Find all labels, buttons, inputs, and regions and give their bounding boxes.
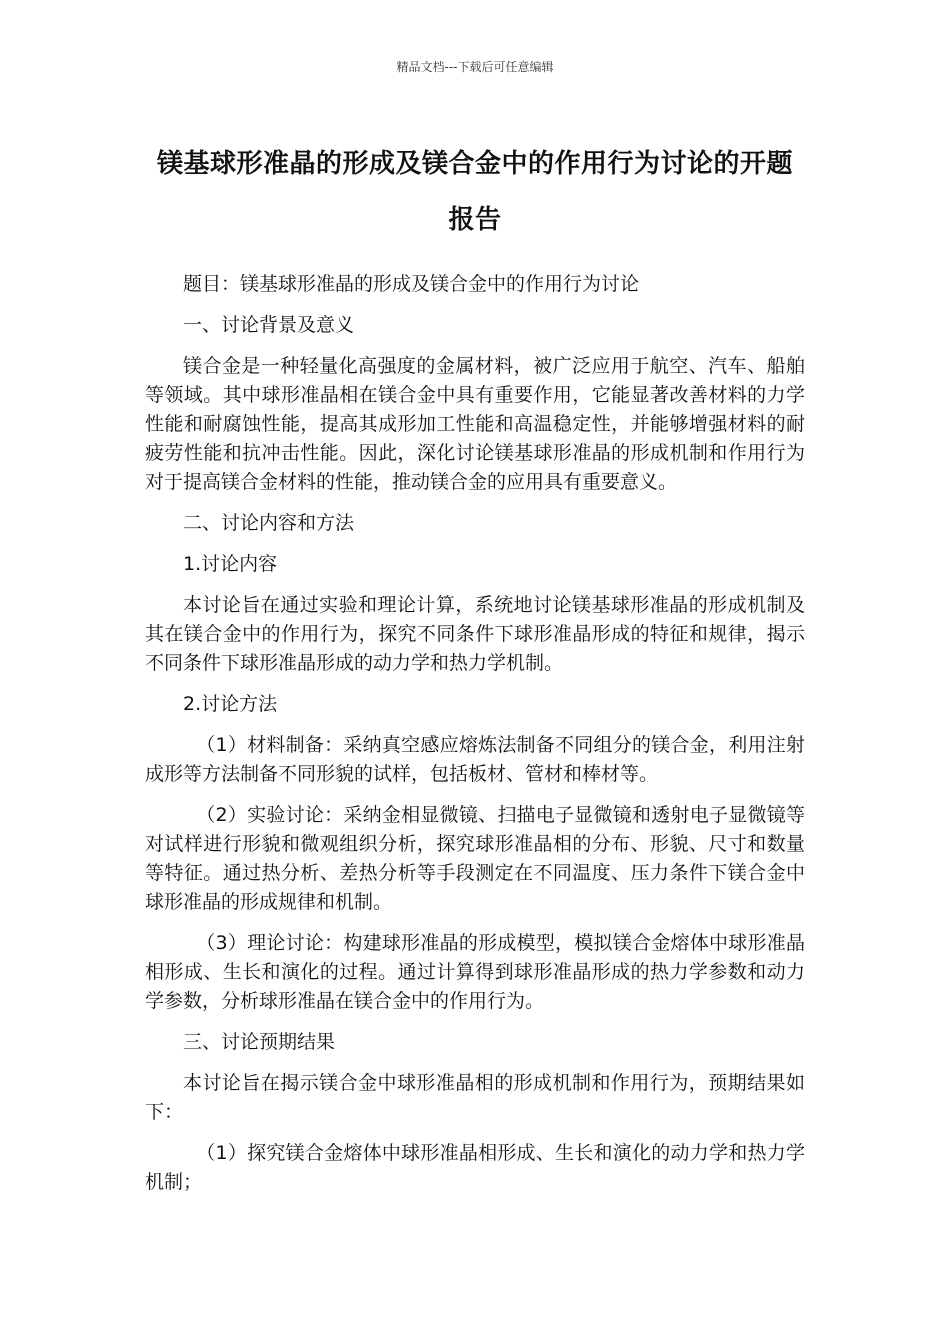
- method-item-3: （3）理论讨论：构建球形准晶的形成模型，模拟镁合金熔体中球形准晶相形成、生长和演化的过程。通过计算得到球形准晶形成的热力学参数和动力学参数，分析球形准晶在镁合金中的作用行为。: [145, 932, 805, 1012]
- result-item-1: （1）探究镁合金熔体中球形准晶相形成、生长和演化的动力学和热力学机制；: [145, 1142, 805, 1193]
- section3-heading: 三、讨论预期结果: [183, 1031, 336, 1053]
- section1-paragraph: 镁合金是一种轻量化高强度的金属材料，被广泛应用于航空、汽车、船舶等领域。其中球形准晶相在镁合金中具有重要作用，它能显著改善材料的力学性能和耐腐蚀性能，提高其成形加工性能和高温稳定性，并能够增强材料的耐疲劳性能和抗冲击性能。因此，深化讨论镁基球形准晶的形成机制和作用行为对于提高镁合金材料的性能，推动镁合金的应用具有重要意义。: [145, 355, 805, 493]
- subsection1-heading: 1.讨论内容: [183, 553, 278, 575]
- method-item-2: （2）实验讨论：采纳金相显微镜、扫描电子显微镜和透射电子显微镜等对试样进行形貌和微观组织分析，探究球形准晶相的分布、形貌、尺寸和数量等特征。通过热分析、差热分析等手段测定在不同温度、压力条件下镁合金中球形准晶的形成规律和机制。: [145, 804, 805, 913]
- document-body: [145, 270, 805, 1209]
- document-title: 镁基球形准晶的形成及镁合金中的作用行为讨论的开题报告: [156, 149, 793, 235]
- section3-paragraph: 本讨论旨在揭示镁合金中球形准晶相的形成机制和作用行为，预期结果如下：: [145, 1072, 805, 1123]
- subsection2-heading: 2.讨论方法: [183, 693, 278, 715]
- section1-heading: 一、讨论背景及意义: [183, 314, 355, 336]
- subsection1-paragraph: 本讨论旨在通过实验和理论计算，系统地讨论镁基球形准晶的形成机制及其在镁合金中的作用行为，探究不同条件下球形准晶形成的特征和规律，揭示不同条件下球形准晶形成的动力学和热力学机制。: [145, 594, 805, 674]
- topic-line: 题目：镁基球形准晶的形成及镁合金中的作用行为讨论: [183, 273, 640, 295]
- method-item-1: （1）材料制备：采纳真空感应熔炼法制备不同组分的镁合金，利用注射成形等方法制备不同形貌的试样，包括板材、管材和棒材等。: [145, 734, 805, 785]
- page-header: 精品文档---下载后可任意编辑: [396, 60, 554, 74]
- section2-heading: 二、讨论内容和方法: [183, 512, 355, 534]
